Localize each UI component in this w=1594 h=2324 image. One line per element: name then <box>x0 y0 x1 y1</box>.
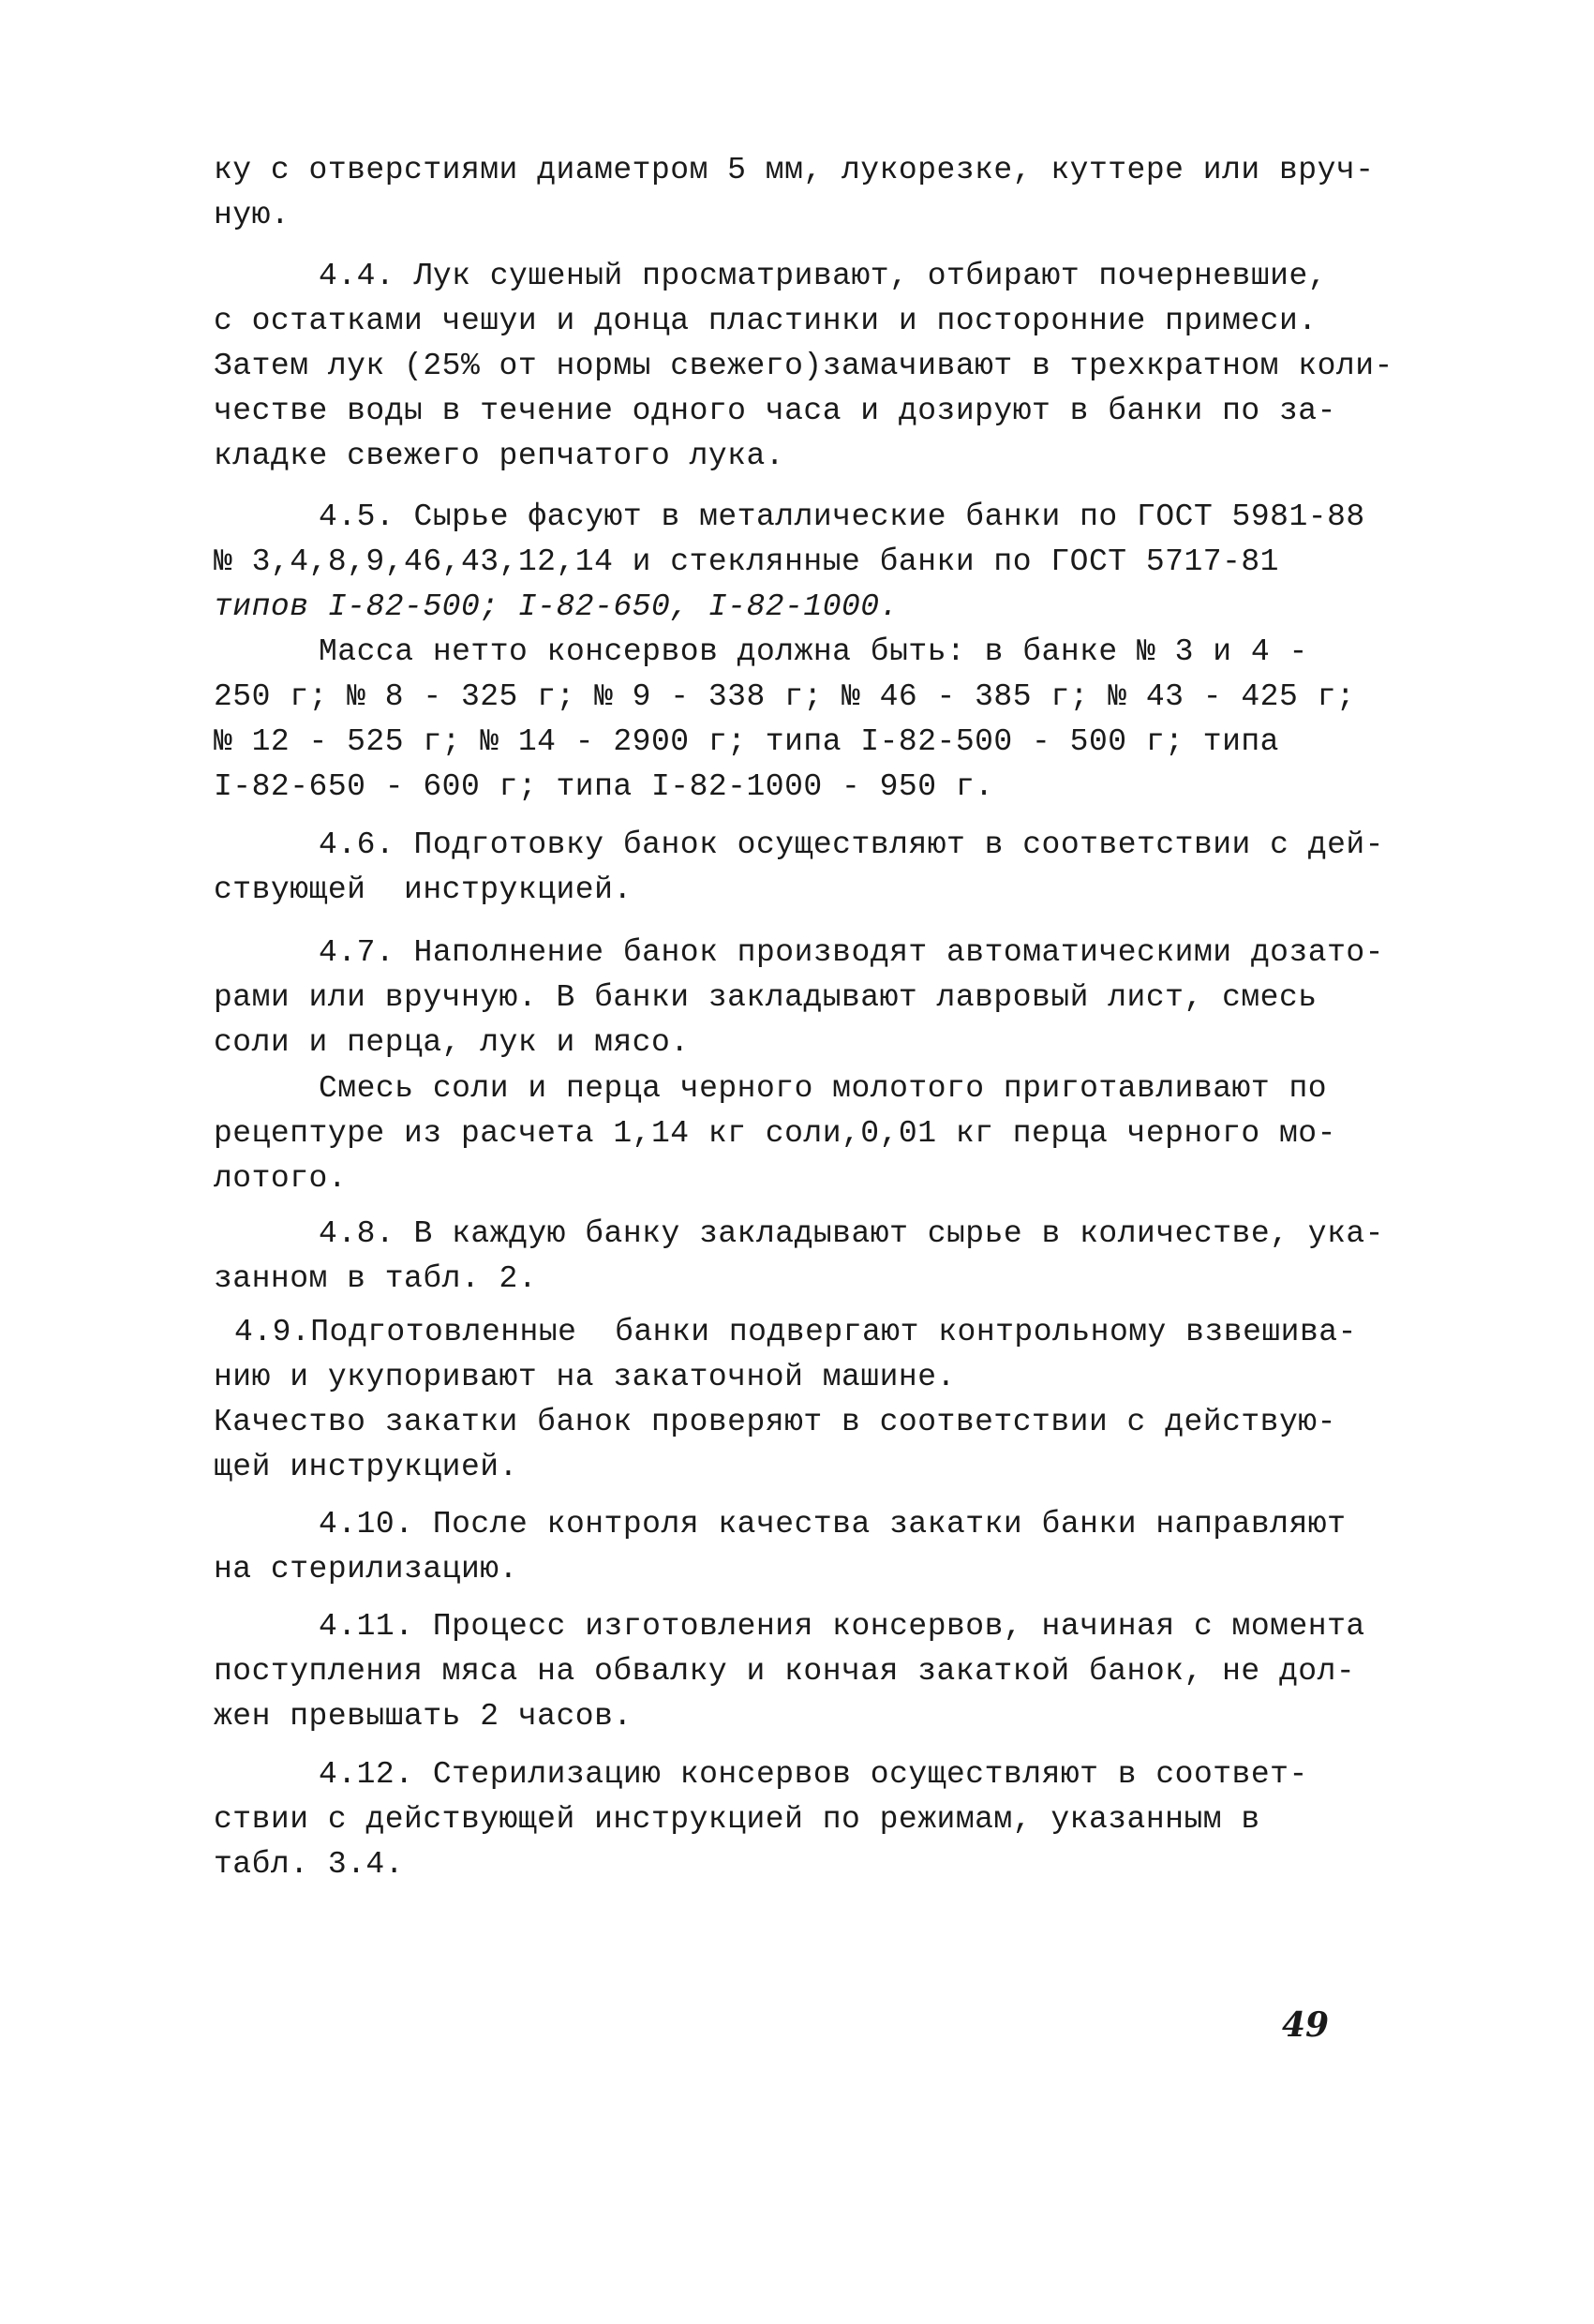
text-line: кладке свежего репчатого лука. <box>214 439 785 473</box>
text-line: табл. 3.4. <box>214 1847 405 1882</box>
text-line: 4.9.Подготовленные банки подвергают контрольному взвешива- <box>234 1315 1357 1349</box>
paragraph-4-5 <box>214 495 1376 630</box>
text-line: поступления мяса на обвалку и кончая закаткой банок, не дол- <box>214 1654 1356 1689</box>
paragraph-4-11 <box>214 1604 1376 1739</box>
paragraph-net-mass <box>214 630 1376 810</box>
text-line: 4.12. Стерилизацию консервов осуществляют в соответ- <box>319 1757 1308 1792</box>
text-line: рами или вручную. В банки закладывают лавровый лист, смесь <box>214 980 1318 1015</box>
paragraph-4-4 <box>214 254 1393 479</box>
text-line: на стерилизацию. <box>214 1552 518 1587</box>
text-line: ствующей инструкцией. <box>214 872 633 907</box>
page-number: 49 <box>1282 2005 1330 2045</box>
paragraph-4-12 <box>214 1752 1376 1887</box>
text-line: 4.11. Процесс изготовления консервов, начиная с момента <box>319 1609 1365 1644</box>
text-line: Качество закатки банок проверяют в соответствии с действую- <box>214 1405 1336 1439</box>
paragraph-4-9 <box>214 1310 1376 1490</box>
text-line: 4.4. Лук сушеный просматривают, отбирают почерневшие, <box>319 259 1328 293</box>
paragraph-4-10 <box>214 1502 1376 1592</box>
paragraph-4-8 <box>214 1212 1384 1302</box>
text-line: 4.6. Подготовку банок осуществляют в соответствии с дей- <box>319 827 1384 862</box>
paragraph-4-6 <box>214 823 1384 913</box>
text-line: нию и укупоривают на закаточной машине. <box>214 1360 956 1394</box>
text-line: с остатками чешуи и донца пластинки и посторонние примеси. <box>214 304 1318 338</box>
text-line: 4.7. Наполнение банок производят автоматическими дозато- <box>319 935 1384 970</box>
text-line: Масса нетто консервов должна быть: в банке № 3 и 4 - <box>319 634 1308 669</box>
text-line: рецептуре из расчета 1,14 кг соли,0,01 кг перца черного мо- <box>214 1116 1336 1151</box>
text-line: № 3,4,8,9,46,43,12,14 и стеклянные банки по ГОСТ 5717-81 <box>214 544 1279 579</box>
paragraph-4-7 <box>214 931 1384 1065</box>
text-line: 4.10. После контроля качества закатки банки направляют <box>319 1507 1347 1542</box>
text-line: ствии с действующей инструкцией по режимам, указанным в <box>214 1802 1260 1837</box>
text-line: I-82-650 - 600 г; типа I-82-1000 - 950 г. <box>214 769 994 804</box>
text-line: щей инструкцией. <box>214 1450 518 1484</box>
text-line: лотого. <box>214 1161 348 1196</box>
text-line: 4.8. В каждую банку закладывают сырье в количестве, ука- <box>319 1216 1384 1251</box>
text-line: ку с отверстиями диаметром 5 мм, лукорезке, куттере или вруч- <box>214 153 1375 187</box>
text-line: Смесь соли и перца черного молотого приготавливают по <box>319 1071 1328 1106</box>
text-line: 250 г; № 8 - 325 г; № 9 - 338 г; № 46 - 385 г; № 43 - 425 г; <box>214 679 1356 714</box>
text-line: занном в табл. 2. <box>214 1261 538 1296</box>
text-line: ную. <box>214 198 290 232</box>
text-line: соли и перца, лук и мясо. <box>214 1025 690 1060</box>
text-line: жен превышать 2 часов. <box>214 1699 633 1734</box>
paragraph-continuation <box>214 148 1376 238</box>
text-line: 4.5. Сырье фасуют в металлические банки по ГОСТ 5981-88 <box>319 499 1365 534</box>
text-line: Затем лук (25% от нормы свежего)замачивают в трехкратном коли- <box>214 349 1393 383</box>
paragraph-salt-pepper <box>214 1066 1376 1201</box>
text-line: № 12 - 525 г; № 14 - 2900 г; типа I-82-500 - 500 г; типа <box>214 724 1279 759</box>
text-line: честве воды в течение одного часа и дозируют в банки по за- <box>214 394 1336 428</box>
text-line: типов I-82-500; I-82-650, I-82-1000. <box>214 589 899 624</box>
